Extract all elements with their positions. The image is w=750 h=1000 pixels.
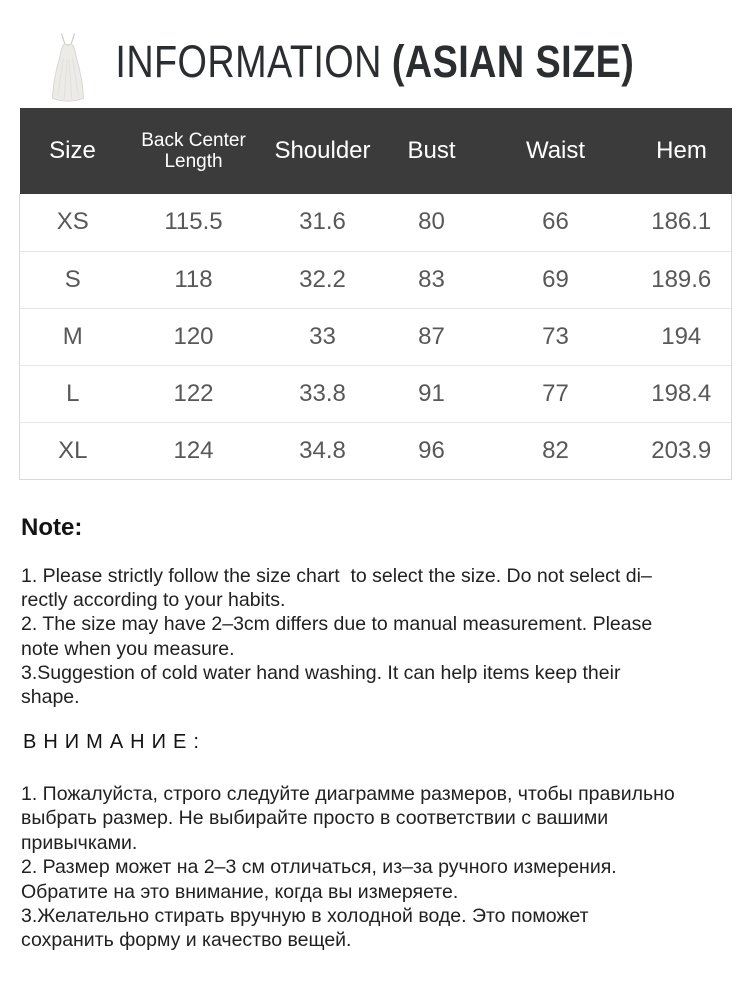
cell-hem: 194 (632, 308, 732, 365)
cell-bust: 91 (384, 365, 480, 422)
cell-hem: 203.9 (632, 422, 732, 479)
table-row-m (20, 308, 732, 365)
cell-size: XS (20, 194, 126, 251)
col-header-bust: Bust (384, 108, 480, 194)
col-header-shoulder: Shoulder (262, 108, 384, 194)
table-row-xl (20, 422, 732, 479)
note-line: 3.Suggestion of cold water hand washing. It can help items keep their (21, 661, 621, 684)
attention-line: 3.Желательно стирать вручную в холодной воде. Это поможет (21, 905, 589, 928)
cell-shoulder: 33.8 (262, 365, 384, 422)
table-row-xs (20, 194, 732, 251)
cell-back-center-length: 120 (126, 308, 262, 365)
cell-hem: 186.1 (632, 194, 732, 251)
page-title-light: INFORMATION (115, 36, 382, 87)
page-title-bold: (ASIAN SIZE) (392, 36, 635, 87)
size-chart-table (19, 108, 732, 480)
cell-waist: 66 (480, 194, 632, 251)
cell-size: S (20, 251, 126, 308)
cell-size: M (20, 308, 126, 365)
page-header (0, 36, 750, 88)
cell-bust: 96 (384, 422, 480, 479)
size-chart-body (20, 194, 732, 479)
cell-bust: 87 (384, 308, 480, 365)
cell-waist: 69 (480, 251, 632, 308)
note-line: rectly according to your habits. (21, 589, 286, 612)
note-line: shape. (21, 686, 80, 709)
cell-shoulder: 33 (262, 308, 384, 365)
attention-line: выбрать размер. Не выбирайте просто в соответствии с вашими (21, 807, 609, 830)
size-chart-header (20, 108, 732, 194)
cell-shoulder: 32.2 (262, 251, 384, 308)
col-header-back-center-length: Back Center Length (126, 108, 262, 194)
table-row-s (20, 251, 732, 308)
cell-size: L (20, 365, 126, 422)
note-line: note when you measure. (21, 637, 235, 660)
table-row-l (20, 365, 732, 422)
cell-back-center-length: 118 (126, 251, 262, 308)
note-heading: Note: (21, 514, 83, 541)
col-header-size: Size (20, 108, 126, 194)
cell-back-center-length: 115.5 (126, 194, 262, 251)
attention-line: сохранить форму и качество вещей. (21, 929, 352, 952)
cell-waist: 73 (480, 308, 632, 365)
cell-hem: 198.4 (632, 365, 732, 422)
note-text (21, 564, 652, 709)
attention-text (21, 782, 675, 953)
cell-back-center-length: 122 (126, 365, 262, 422)
attention-line: Обратите на это внимание, когда вы измеряете. (21, 880, 459, 903)
attention-line: привычками. (21, 831, 138, 854)
cell-waist: 82 (480, 422, 632, 479)
attention-heading: ВНИМАНИЕ: (23, 731, 206, 753)
col-header-hem: Hem (632, 108, 732, 194)
cell-size: XL (20, 422, 126, 479)
col-header-waist: Waist (480, 108, 632, 194)
cell-waist: 77 (480, 365, 632, 422)
cell-bust: 80 (384, 194, 480, 251)
note-line: 2. The size may have 2–3cm differs due to manual measurement. Please (21, 613, 653, 636)
attention-line: 1. Пожалуйста, строго следуйте диаграмме размеров, чтобы правильно (21, 783, 675, 805)
cell-back-center-length: 124 (126, 422, 262, 479)
cell-bust: 83 (384, 251, 480, 308)
attention-line: 2. Размер может на 2–3 см отличаться, из–за ручного измерения. (21, 856, 617, 879)
cell-shoulder: 31.6 (262, 194, 384, 251)
cell-hem: 189.6 (632, 251, 732, 308)
note-line: 1. Please strictly follow the size chart to select the size. Do not select di– (21, 565, 652, 587)
cell-shoulder: 34.8 (262, 422, 384, 479)
header-row (20, 108, 732, 194)
page-title (116, 36, 635, 88)
